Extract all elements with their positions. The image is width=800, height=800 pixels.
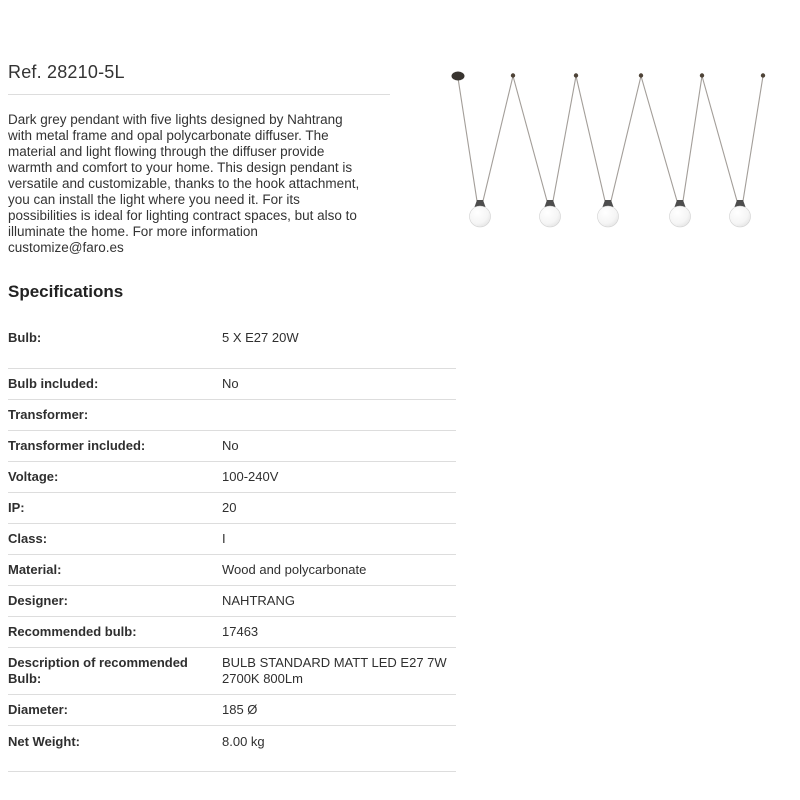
spec-row-bulb bbox=[8, 321, 456, 369]
spec-row-ip bbox=[8, 493, 456, 524]
spec-label: Voltage: bbox=[8, 462, 222, 493]
spec-value: I bbox=[222, 524, 456, 555]
spec-value: 185 Ø bbox=[222, 695, 456, 726]
specifications-table bbox=[8, 321, 456, 772]
product-photo bbox=[440, 60, 780, 235]
spec-value: 100-240V bbox=[222, 462, 456, 493]
ceiling-canopy bbox=[452, 72, 465, 81]
cable bbox=[458, 76, 763, 201]
spec-label: Diameter: bbox=[8, 695, 222, 726]
spec-value: 20 bbox=[222, 493, 456, 524]
spec-row-class bbox=[8, 524, 456, 555]
spec-label: Class: bbox=[8, 524, 222, 555]
spec-value: No bbox=[222, 431, 456, 462]
spec-label: IP: bbox=[8, 493, 222, 524]
spec-label: Transformer: bbox=[8, 400, 222, 431]
spec-label: Bulb: bbox=[8, 321, 222, 369]
spec-value: BULB STANDARD MATT LED E27 7W 2700K 800Lm bbox=[222, 648, 456, 695]
product-description: Dark grey pendant with five lights designed by Nahtrang with metal frame and opal polycarbonate diffuser. The material and light flowing through the diffuser provide warmth and comfort to your home. This design pendant is versatile and customizable, thanks to the hook attachment, you can install the light where you need it. For its possibilities is ideal for lighting contract spaces, but also to illuminate the home. For more information customize@faro.es bbox=[8, 112, 360, 255]
spec-row-designer bbox=[8, 586, 456, 617]
spec-row-transformer-included bbox=[8, 431, 456, 462]
spec-value: 8.00 kg bbox=[222, 726, 456, 772]
spec-label: Material: bbox=[8, 555, 222, 586]
product-ref-title: Ref. 28210-5L bbox=[8, 62, 125, 82]
spec-label: Bulb included: bbox=[8, 369, 222, 400]
spec-label: Designer: bbox=[8, 586, 222, 617]
spec-label: Transformer included: bbox=[8, 431, 222, 462]
spec-row-diameter bbox=[8, 695, 456, 726]
spec-row-recommended-bulb bbox=[8, 617, 456, 648]
spec-value bbox=[222, 400, 456, 431]
spec-row-voltage bbox=[8, 462, 456, 493]
spec-value: 5 X E27 20W bbox=[222, 321, 456, 369]
spec-row-material bbox=[8, 555, 456, 586]
sphere-diffusers bbox=[470, 200, 751, 227]
specifications-title: Specifications bbox=[8, 282, 124, 301]
spec-value: 17463 bbox=[222, 617, 456, 648]
spec-row-recommended-bulb-description bbox=[8, 648, 456, 695]
spec-row-bulb-included bbox=[8, 369, 456, 400]
spec-value: No bbox=[222, 369, 456, 400]
pendant-lamp-render bbox=[440, 60, 780, 235]
spec-label: Description of recommended Bulb: bbox=[8, 648, 222, 695]
spec-row-transformer bbox=[8, 400, 456, 431]
ref-divider bbox=[8, 94, 390, 95]
hook-point bbox=[511, 73, 765, 77]
spec-row-net-weight bbox=[8, 726, 456, 772]
spec-label: Net Weight: bbox=[8, 726, 222, 772]
spec-value: NAHTRANG bbox=[222, 586, 456, 617]
spec-label: Recommended bulb: bbox=[8, 617, 222, 648]
spec-value: Wood and polycarbonate bbox=[222, 555, 456, 586]
